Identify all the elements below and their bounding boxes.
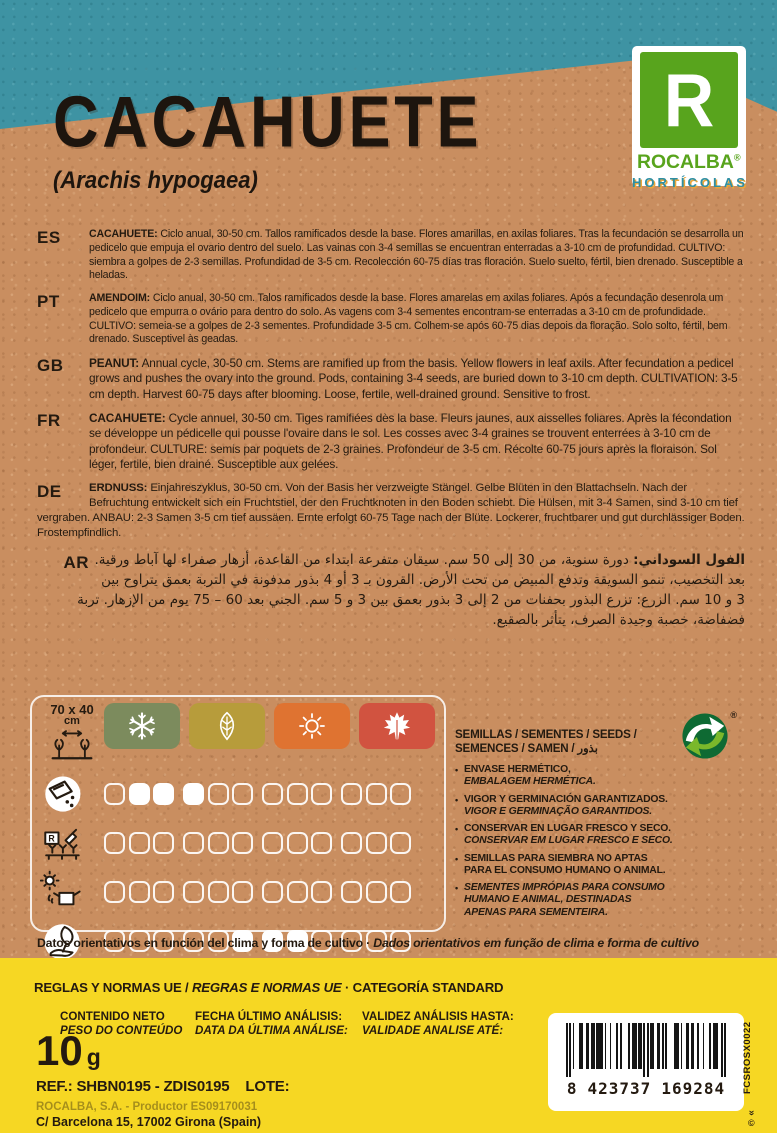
barcode — [548, 1013, 744, 1111]
printer-mark — [745, 1108, 757, 1129]
summer-icon — [297, 711, 327, 741]
description-de — [37, 481, 745, 540]
month-cell — [232, 832, 253, 854]
botanical-name: (Arachis hypogaea) — [53, 167, 258, 194]
bullet-dot: • — [455, 764, 458, 775]
month-cell — [104, 783, 125, 805]
month-group — [262, 832, 332, 854]
calendar-row-transplant — [40, 821, 438, 865]
reference-line — [36, 1078, 289, 1095]
brand-logo-mark — [640, 52, 738, 148]
month-cell — [208, 783, 229, 805]
calendar-grid — [40, 772, 438, 963]
green-dot-recycle-icon — [681, 712, 739, 764]
description-fr-text — [89, 411, 745, 472]
title-block — [53, 81, 510, 195]
month-cell — [104, 832, 125, 854]
bullet-line: ENVASE HERMÉTICO, — [464, 763, 571, 775]
seeds-bullet — [455, 794, 673, 819]
month-cell — [232, 783, 253, 805]
month-group — [341, 783, 411, 805]
winter-icon — [127, 711, 157, 741]
description-de-body: Einjahreszyklus, 30-50 cm. Von der Basis her verzweigte Stängel. Gelbe Blüten in den Blattachseln. Nach der Befruchtung entwickelt sich ein Fruchtstiel, der den Fruchtknoten in den Boden schiebt. Die Hülsen, mit 3-4 Samen, sind 3-10 cm tief vergraben. ANBAU: 2-3 Samen 3-5 cm tief aussäen. Ernte erfolgt 60-75 Tage nach der Blüte. Lockerer, fruchtbarer und gut durchlässiger Boden. Frostempfindlich. — [37, 482, 745, 539]
barcode-digits-left: 423737 — [587, 1079, 652, 1098]
month-cell — [129, 832, 150, 854]
month-cell — [262, 881, 283, 903]
month-cell — [262, 783, 283, 805]
description-es-heading: CACAHUETE: — [89, 228, 158, 240]
bullet-dot: • — [455, 853, 458, 864]
registered-mark: ® — [734, 152, 741, 163]
sowing-icon — [40, 772, 104, 816]
month-cell — [311, 832, 332, 854]
month-group — [262, 881, 332, 903]
barcode-bars — [566, 1023, 726, 1077]
seeds-heading-line2: SEMENCES / SAMEN / بذور — [455, 742, 598, 756]
month-group — [183, 832, 253, 854]
eu-rules-es: REGLAS Y NORMAS UE / — [34, 980, 192, 995]
month-cell — [153, 832, 174, 854]
brand-letter: R — [663, 57, 715, 143]
seeds-bullet — [455, 764, 673, 789]
plant-spacing-icon — [49, 727, 95, 761]
bullet-line: CONSERVAR EN LUGAR FRESCO Y SECO. — [464, 823, 671, 835]
brand-name — [637, 152, 741, 174]
bullet-line: VIGOR Y GERMINACIÓN GARANTIZADOS. — [464, 793, 668, 805]
seeds-bullet — [455, 882, 673, 919]
care-icon — [40, 870, 104, 914]
language-code-pt: PT — [37, 292, 60, 312]
eu-rules-pt: REGRAS E NORMAS UE — [191, 980, 342, 995]
plant-spacing — [40, 703, 104, 766]
net-weight — [36, 1027, 101, 1074]
month-cell — [129, 881, 150, 903]
printer-mark-icon: » — [745, 1110, 757, 1116]
green-dot-registered: ® — [730, 710, 737, 720]
month-group — [183, 881, 253, 903]
season-winter-header — [104, 703, 180, 749]
month-cell — [390, 881, 411, 903]
month-cell — [183, 881, 204, 903]
analysis-validity-es: VALIDEZ ANÁLISIS HASTA: — [362, 1010, 514, 1023]
month-group — [104, 881, 174, 903]
footer-panel — [0, 958, 777, 1133]
analysis-validity-label — [362, 1010, 514, 1039]
description-fr — [37, 411, 745, 472]
month-cell — [208, 832, 229, 854]
month-group — [104, 783, 174, 805]
orientation-note — [37, 936, 699, 950]
barcode-digit-first: 8 — [566, 1079, 578, 1098]
svg-text:R: R — [48, 833, 55, 844]
month-cell — [366, 783, 387, 805]
description-gb-text — [89, 356, 745, 402]
barcode-module — [724, 1023, 726, 1077]
month-cell — [232, 881, 253, 903]
description-de-heading: ERDNUSS: — [89, 482, 148, 495]
description-es-body: Ciclo anual, 30-50 cm. Tallos ramificados desde la base. Flores amarillas, en axilas foliares. Tras la fecundación se desarrolla un pedicelo que empuja el ovario dentro del suelo. Las vainas con 3-4 semillas se encuentran enterradas a 3-10 cm de profundidad. CULTIVO: siembra a golpes de 2-3 semillas. Profundidad de 3-5 cm. Recolección 60-75 días tras floración. Suelo suelto, fértil, bien drenado. Susceptible a heladas. — [89, 228, 744, 282]
description-pt-heading: AMENDOIM: — [89, 292, 151, 305]
month-cell — [341, 783, 362, 805]
analysis-date-pt: DATA DA ÚLTIMA ANÁLISE: — [195, 1024, 348, 1038]
spacing-value: 70 x 40 — [50, 702, 94, 717]
bullet-dot: • — [455, 794, 458, 805]
description-pt-text — [89, 292, 745, 347]
bullet-dot: • — [455, 824, 458, 835]
description-ar-body: دورة سنوية، من 30 إلى 50 سم. سيقان متفرعة ابتداء من القاعدة، أزهار صفراء لها آباط ورقية. بعد التخصيب، تنمو السويقة وتدفع المبيض من تحت الأرض. القرون بـ 3 أو 4 بذور مدفونة في التربة بعمق يتراوح بين 3 و 10 سم. الزرع: تزرع البذور بحفنات من 2 إلى 3 بذور بعمق بين 3 و 5 سم. الجني بعد 60 – 75 يوم من الإزهار. تربة فضفاضة، خصبة وجيدة الصرف، يتأثر بالصقيع. — [77, 551, 745, 629]
sowing-calendar — [30, 695, 446, 932]
brand-name-text: ROCALBA — [637, 152, 735, 173]
season-header-row — [40, 703, 438, 766]
seeds-bullet — [455, 853, 673, 878]
description-pt-body: Ciclo anual, 30-50 cm. Talos ramificados desde la base. Flores amarelas em axilas foliares. Após a fecundação desenrola um pedicelo que empurra o ovário para dentro do solo. As vagens com 3-4 sementes encontram-se enterradas a 3-10 cm de profundidade. CULTIVO: semeia-se a golpes de 2-3 sementes. Profundidade 3-5 cm. Colhem-se após 60-75 dias depois da floração. Solo solto, fértil, bem drenado. Susceptivel às geadas. — [89, 292, 728, 346]
bullet-line: EMBALAGEM HERMÉTICA. — [464, 776, 596, 788]
calendar-row-sowing — [40, 772, 438, 816]
orientation-note-pt: Dados orientativos em função de clima e forma de cultivo — [373, 936, 699, 950]
month-cell — [153, 783, 174, 805]
month-cell — [390, 783, 411, 805]
month-cell — [208, 881, 229, 903]
month-group — [104, 832, 174, 854]
bullet-dot: • — [455, 883, 458, 894]
month-cell — [341, 832, 362, 854]
seeds-info — [455, 728, 673, 924]
print-code: FCSROSX0022 — [742, 1021, 753, 1095]
month-cell — [153, 881, 174, 903]
month-cell — [262, 832, 283, 854]
eu-rules-line — [34, 980, 503, 995]
seeds-heading-line1: SEMILLAS / SEMENTES / SEEDS / — [455, 728, 637, 741]
bullet-line: VIGOR E GERMINAÇÃO GARANTIDOS. — [464, 805, 652, 817]
description-es — [37, 228, 745, 283]
month-group — [341, 832, 411, 854]
language-code-es: ES — [37, 228, 61, 247]
bullet-line: SEMILLAS PARA SIEMBRA NO APTAS PARA EL CONSUMO HUMANO O ANIMAL. — [464, 852, 666, 876]
month-cell — [183, 832, 204, 854]
product-title: CACAHUETE — [53, 81, 483, 163]
copyright-mark: © — [748, 1118, 755, 1128]
net-content-es: CONTENIDO NETO — [60, 1010, 165, 1023]
calendar-row-care — [40, 870, 438, 914]
analysis-date-es: FECHA ÚLTIMO ANÁLISIS: — [195, 1010, 343, 1023]
language-code-ar: AR — [63, 552, 89, 572]
month-group — [183, 783, 253, 805]
net-weight-value: 10 — [36, 1027, 83, 1074]
bullet-line: CONSERVAR EM LUGAR FRESCO E SECO. — [464, 835, 673, 847]
month-cell — [366, 881, 387, 903]
description-gb-heading: PEANUT: — [89, 356, 140, 371]
language-code-gb: GB — [37, 356, 64, 376]
net-weight-unit: g — [86, 1044, 101, 1070]
seeds-bullets — [455, 764, 673, 919]
month-group — [341, 881, 411, 903]
description-fr-heading: CACAHUETE: — [89, 411, 166, 426]
barcode-digits-right: 169284 — [661, 1079, 726, 1098]
season-autumn-header — [359, 703, 435, 749]
orientation-note-es: Datos orientativos en función del clima y forma de cultivo — [37, 936, 363, 950]
month-cell — [390, 832, 411, 854]
language-descriptions — [37, 228, 745, 694]
description-gb-body: Annual cycle, 30-50 cm. Stems are ramified up from the basis. Yellow flowers in leaf axils. After fecundation a pedicel grows and pushes the ovary into the ground. Pods, containing 3-4 seeds, are buried down to 3-10 cm depth. CULTIVATION: 3-5 cm depth. Harvest 60-75 days after blooming. Loose, fertile, well-drained ground. Sensitive to frost. — [89, 356, 738, 401]
description-pt — [37, 292, 745, 347]
season-summer-header — [274, 703, 350, 749]
autumn-icon — [382, 711, 412, 741]
bullet-line: SEMENTES IMPRÓPIAS PARA CONSUMO HUMANO E ANIMAL, DESTINADAS APENAS PARA SEMENTEIRA. — [464, 882, 665, 918]
lot-label: LOTE: — [245, 1078, 290, 1095]
category-standard: · CATEGORÍA STANDARD — [341, 980, 504, 995]
month-cell — [287, 832, 308, 854]
description-ar-heading: الفول السوداني: — [633, 551, 745, 568]
month-cell — [183, 783, 204, 805]
reference-code: REF.: SHBN0195 - ZDIS0195 — [36, 1078, 230, 1095]
month-cell — [341, 881, 362, 903]
barcode-digits — [567, 1079, 725, 1098]
brand-division: HORTÍCOLAS — [632, 175, 748, 190]
analysis-date-label — [195, 1010, 348, 1039]
month-cell — [311, 881, 332, 903]
analysis-validity-pt: VALIDADE ANALISE ATÉ: — [362, 1024, 504, 1038]
seeds-bullet — [455, 823, 673, 848]
orientation-note-sep: · — [362, 936, 374, 950]
month-cell — [311, 783, 332, 805]
description-es-text — [89, 228, 745, 283]
month-group — [262, 783, 332, 805]
description-gb — [37, 356, 745, 402]
address-line: C/ Barcelona 15, 17002 Girona (Spain) — [36, 1115, 262, 1129]
transplant-icon — [40, 821, 104, 865]
spacing-unit: cm — [64, 715, 80, 727]
month-cell — [287, 783, 308, 805]
month-cell — [104, 881, 125, 903]
month-cell — [129, 783, 150, 805]
description-ar — [37, 550, 745, 631]
language-code-de: DE — [37, 482, 62, 502]
month-cell — [366, 832, 387, 854]
producer-line: ROCALBA, S.A. - Productor ES09170031 — [36, 1101, 258, 1113]
net-content-pt: PESO DO CONTEÚDO — [60, 1024, 183, 1038]
month-cell — [287, 881, 308, 903]
spring-icon — [212, 711, 242, 741]
description-fr-body: Cycle annuel, 30-50 cm. Tiges ramifiées dès la base. Fleurs jaunes, aux aisselles foliares. Après la fécondation se développe un pédicelle qui pousse l'ovaire dans le sol. Les cosses avec 3-4 graines se trouvent enterrées à 3-10 cm de profondeur. CULTURE: semis par poquets de 2-3 graines. Profondeur de 3-5 cm. Récolte 60-75 jours après la floraison. Sol léger, fertile, bien drainé. Susceptible aux gelées. — [89, 411, 732, 472]
brand-logo — [632, 46, 746, 186]
seeds-heading — [455, 728, 673, 757]
season-spring-header — [189, 703, 265, 749]
language-code-fr: FR — [37, 411, 61, 431]
